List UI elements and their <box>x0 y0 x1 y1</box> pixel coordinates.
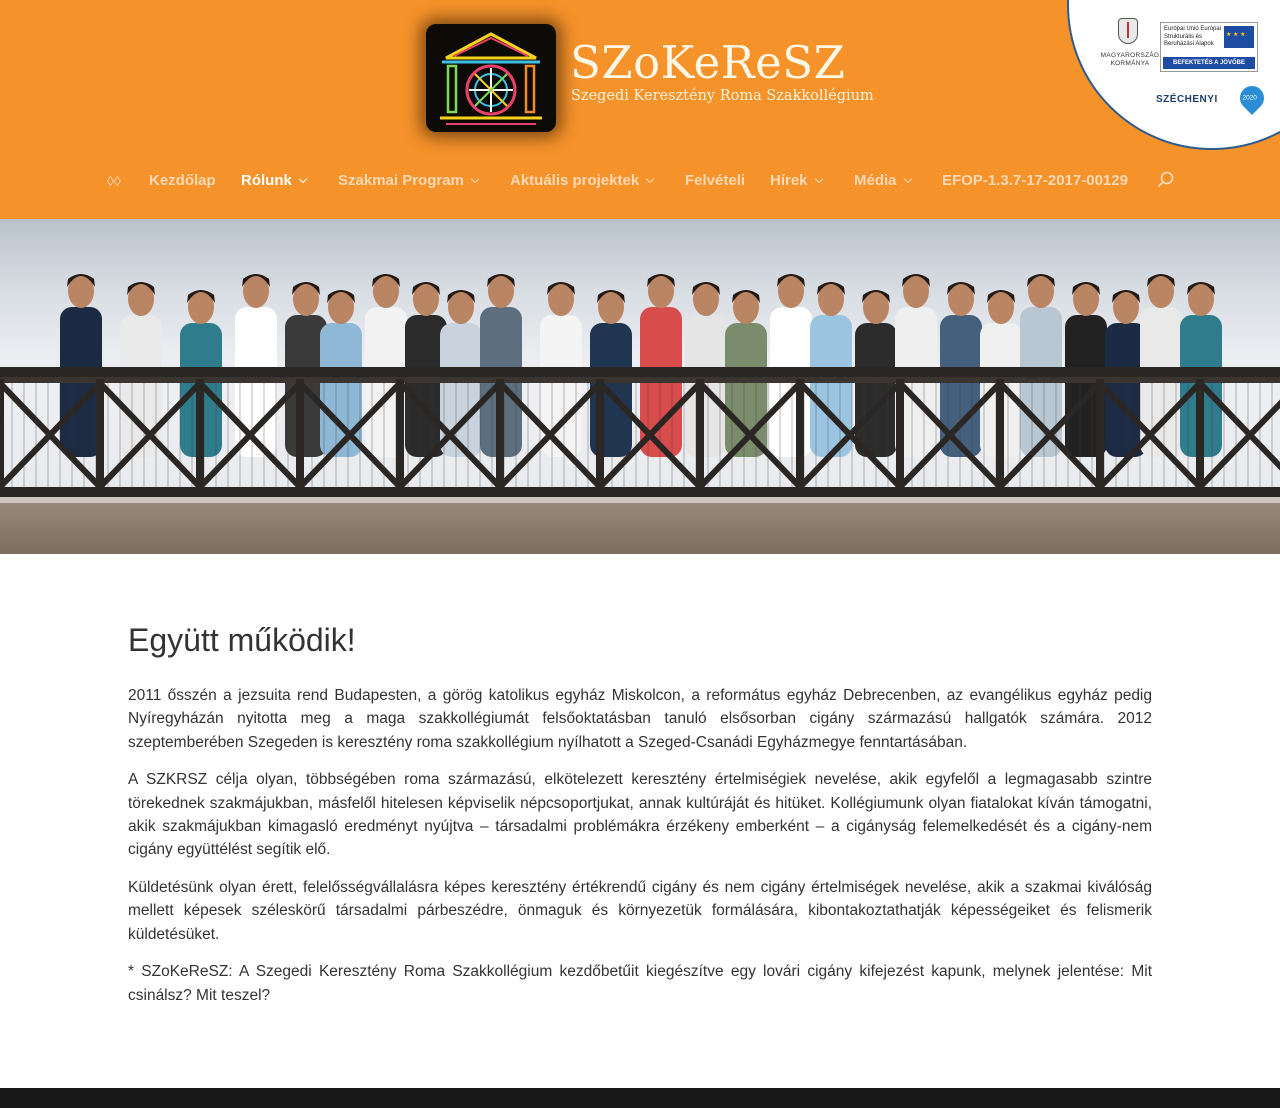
hero-group-photo <box>0 219 1280 554</box>
eu-logo <box>1160 22 1258 72</box>
nav-item-aktualis-projektek[interactable]: Aktuális projektek <box>510 162 653 200</box>
site-header <box>0 0 1280 219</box>
nav-item-rolunk[interactable]: Rólunk <box>241 162 306 200</box>
goal-paragraph: A SZKRSZ célja olyan, többségében roma származású, elkötelezett keresztény értelmiségiek nevelése, akik egyfelől a legmagasabb szintre törekednek szakmájukban, másfelől hitelesen képviselik népcsoportjukat, annak kultúráját és hitüket. Kollégiumunk olyan fiatalokat kíván támogatni, akik szakmájukban kimagasló eredményt nyújtva – társadalmi problémákra érzékeny emberként – a cigányság felemelkedését és a cigány-nem cigány együttélést segítik elő. <box>128 771 1152 859</box>
logo-emblem <box>426 24 556 132</box>
nav-item-media[interactable]: Média <box>854 162 911 200</box>
search-icon[interactable] <box>1157 171 1175 189</box>
site-logo-link[interactable] <box>426 24 876 136</box>
eu-funding-badge-content <box>1090 16 1280 126</box>
nav-item-hirek[interactable]: Hírek <box>770 162 822 200</box>
eu-slogan: BEFEKTETÉS A JÖVŐBE <box>1163 57 1255 69</box>
intro-paragraph: 2011 ősszén a jezsuita rend Budapesten, a görög katolikus egyház Miskolcon, a református egyház Debrecenben, az evangélikus egyház pedig Nyíregyházán nyitotta meg a maga szakkollégiumát felsőoktatásban tanuló elsősorban cigány származású hallgatók számára. 2012 szeptemberében Szegeden is keresztény roma szakkollégium nyílhatott a Szeged-Csanádi Egyházmegye fenntartásában. <box>128 687 1152 751</box>
railing-post <box>696 379 704 491</box>
page-title: Együtt működik! <box>128 622 356 658</box>
nav-item-efop[interactable]: EFOP-1.3.7-17-2017-00129 <box>942 172 1128 189</box>
railing-post <box>496 379 504 491</box>
eu-label: Európai Unió Európai Strukturális és Beruházási Alapok <box>1164 26 1222 47</box>
railing-post <box>396 379 404 491</box>
group-photo-illustration <box>0 219 1280 554</box>
szechenyi-year: 2020 <box>1242 94 1257 102</box>
chevron-down-icon <box>903 175 911 183</box>
hungarian-coat-of-arms-icon <box>1118 18 1138 44</box>
temple-wheel-icon <box>432 28 550 128</box>
site-footer <box>0 1088 1280 1108</box>
main-navigation <box>0 162 1280 200</box>
nav-item-kezdolap[interactable]: Kezdőlap <box>149 172 216 189</box>
site-title: SZoKeReSZ <box>570 36 846 89</box>
szechenyi-label: SZÉCHENYI <box>1156 94 1218 105</box>
railing-post <box>996 379 1004 491</box>
chevron-down-icon <box>814 175 822 183</box>
main-content <box>128 620 1152 1022</box>
diamond-icon[interactable]: ◊◊ <box>107 173 121 189</box>
railing-post <box>1096 379 1104 491</box>
site-subtitle: Szegedi Keresztény Roma Szakkollégium <box>571 88 874 104</box>
railing-post <box>796 379 804 491</box>
nav-item-szakmai-program[interactable]: Szakmai Program <box>338 162 478 200</box>
chevron-down-icon <box>471 175 479 183</box>
railing-post <box>96 379 104 491</box>
government-label: MAGYARORSZÁG KORMÁNYA <box>1100 52 1160 67</box>
szechenyi-pin-icon <box>1235 81 1269 115</box>
eu-flag-icon <box>1224 26 1254 48</box>
chevron-down-icon <box>299 175 307 183</box>
railing-post <box>196 379 204 491</box>
chevron-down-icon <box>646 175 654 183</box>
railing-post <box>0 379 4 491</box>
footnote-paragraph: * SZoKeReSZ: A Szegedi Keresztény Roma Szakkollégium kezdőbetűit kiegészítve egy lovári cigány kifejezést kapunk, melynek jelentése: Mit csinálsz? Mit teszel? <box>128 963 1152 1004</box>
nav-item-felveteli[interactable]: Felvételi <box>685 172 746 189</box>
mission-paragraph: Küldetésünk olyan érett, felelősségvállalásra képes keresztény értékrendű cigány és nem cigány értelmiségek nevelése, akik a szakmai kiválóság mellett képesek széleskörű társadalmi párbeszédre, önmaguk és környezetük formálására, kibontakoztathatják képességeiket és felismerik küldetésüket. <box>128 879 1152 943</box>
